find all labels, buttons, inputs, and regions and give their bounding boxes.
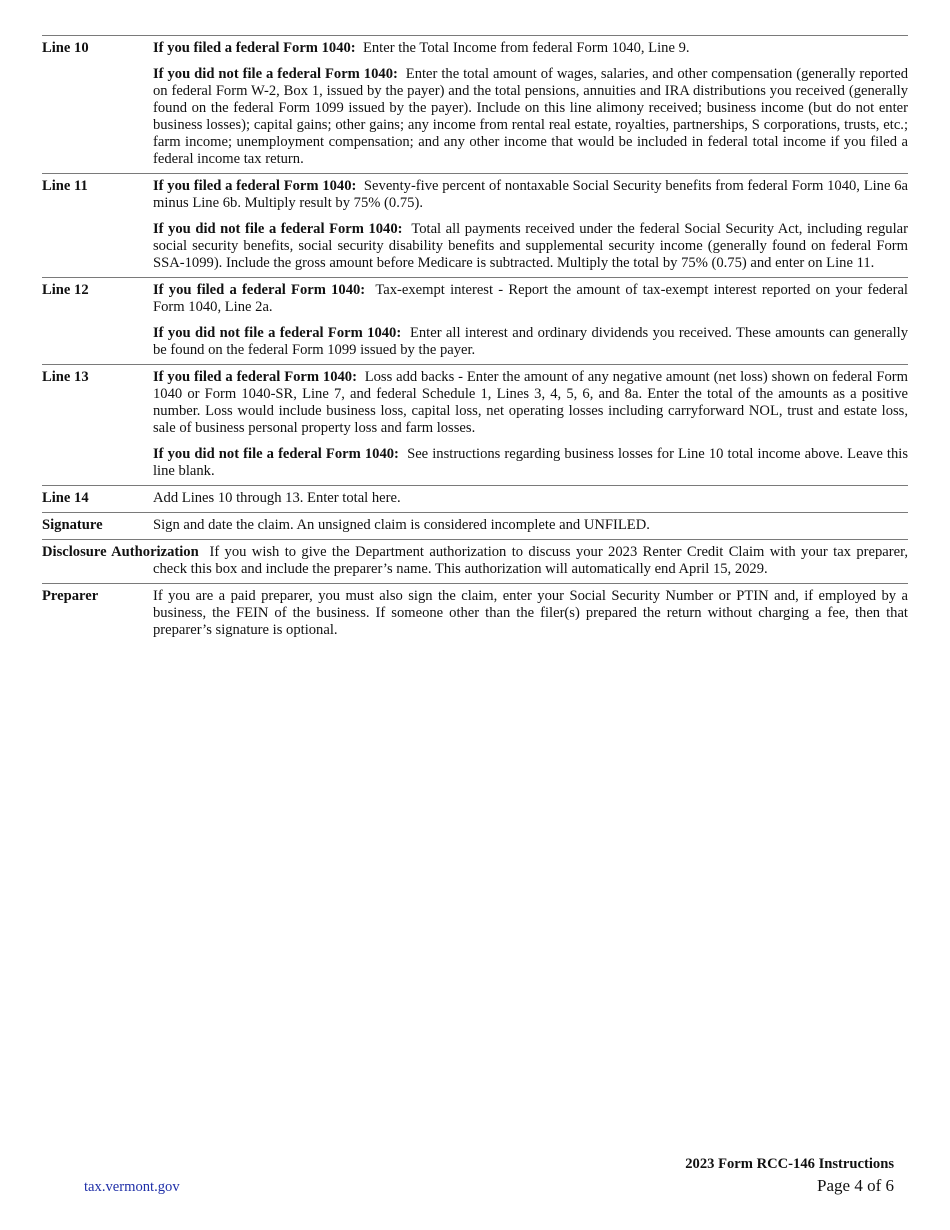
- paragraph-lead: If you did not file a federal Form 1040:: [153, 221, 403, 237]
- line-body: [153, 178, 908, 272]
- paragraph-lead: If you did not file a federal Form 1040:: [153, 66, 398, 82]
- line-label: Line 14: [42, 490, 89, 506]
- paragraph-lead: If you filed a federal Form 1040:: [153, 369, 357, 385]
- paragraph-text: Add Lines 10 through 13. Enter total here.: [153, 490, 401, 506]
- preparer-section: [42, 583, 908, 644]
- paragraph: [153, 66, 908, 168]
- line-body: [153, 490, 908, 507]
- line-body: [153, 282, 908, 359]
- paragraph-lead: If you filed a federal Form 1040:: [153, 40, 356, 56]
- line-body: [153, 517, 908, 534]
- paragraph: [153, 282, 908, 316]
- paragraph: [153, 446, 908, 480]
- paragraph-text: If you are a paid preparer, you must also sign the claim, enter your Social Security Number or PTIN and, if employed by a business, the FEIN of the business. If someone other than the filer(s) prepared the return without charging a fee, then that preparer’s signature is optional.: [153, 588, 908, 638]
- line-12-section: [42, 277, 908, 364]
- signature-section: [42, 512, 908, 539]
- line-label: Line 11: [42, 178, 88, 194]
- instructions-content: [42, 35, 908, 644]
- paragraph: [153, 221, 908, 272]
- line-label: Line 12: [42, 282, 89, 298]
- page-number: Page 4 of 6: [817, 1176, 894, 1195]
- line-11-section: [42, 173, 908, 277]
- paragraph: [153, 588, 908, 639]
- paragraph: [153, 178, 908, 212]
- line-body: [153, 369, 908, 480]
- paragraph: [153, 369, 908, 437]
- disclosure-text: If you wish to give the Department authorization to discuss your 2023 Renter Credit Claim with your tax preparer, check this box and include the preparer’s name. This authorization will automatically end April 15, 2029.: [153, 544, 909, 577]
- website-link[interactable]: tax.vermont.gov: [84, 1179, 180, 1195]
- paragraph-text: Enter the total amount of wages, salaries, and other compensation (generally reported on federal Form W-2, Box 1, issued by the payer) and the total pensions, annuities and IRA distributions you received (generally found on the federal Form 1099 issued by the payer). Include on this line alimony received; business income (but do not enter business losses); capital gains; other gains; any income from rental real estate, royalties, partnerships, S corporations, trusts, etc.; farm income; unemployment compensation; and any other income that would be included in federal total income if you filed a federal income tax return.: [153, 66, 908, 167]
- disclosure-authorization-section: [42, 539, 908, 583]
- line-10-section: [42, 35, 908, 173]
- paragraph-text: Enter all interest and ordinary dividends you received. These amounts can generally be found on the federal Form 1099 issued by the payer.: [153, 325, 908, 358]
- paragraph-text: See instructions regarding business losses for Line 10 total income above. Leave this line blank.: [153, 446, 908, 479]
- form-title: 2023 Form RCC-146 Instructions: [685, 1156, 894, 1172]
- paragraph: [153, 517, 908, 534]
- paragraph-text: Enter the Total Income from federal Form 1040, Line 9.: [362, 40, 690, 56]
- paragraph: [153, 40, 908, 57]
- paragraph-text: Tax-exempt interest - Report the amount of tax-exempt interest reported on your federal Form 1040, Line 2a.: [153, 282, 908, 315]
- line-label: Line 10: [42, 40, 89, 56]
- line-label: Preparer: [42, 588, 99, 604]
- paragraph-lead: If you did not file a federal Form 1040:: [153, 325, 402, 341]
- paragraph-lead: If you did not file a federal Form 1040:: [153, 446, 399, 462]
- paragraph-text: Seventy-five percent of nontaxable Social Security benefits from federal Form 1040, Line 6a minus Line 6b. Multiply result by 75% (0.75).: [153, 178, 908, 211]
- line-body: [153, 588, 908, 639]
- paragraph-text: Sign and date the claim. An unsigned claim is considered incomplete and UNFILED.: [153, 517, 650, 533]
- paragraph-lead: If you filed a federal Form 1040:: [153, 282, 366, 298]
- page-footer: [685, 1156, 894, 1197]
- line-13-section: [42, 364, 908, 485]
- line-body: [153, 40, 908, 168]
- paragraph: [153, 325, 908, 359]
- disclosure-label: Disclosure Authorization: [42, 544, 199, 560]
- paragraph-lead: If you filed a federal Form 1040:: [153, 178, 357, 194]
- line-label: Signature: [42, 517, 103, 533]
- line-label: Line 13: [42, 369, 89, 385]
- paragraph: [153, 490, 908, 507]
- paragraph-text: Loss add backs - Enter the amount of any negative amount (net loss) shown on federal Form 1040 or Form 1040-SR, Line 7, and federal Schedule 1, Lines 3, 4, 5, 6, and 8a. Enter the total of the amounts as a positive number. Loss would include business loss, capital loss, net operating losses including carryforward NOL, trust and estate loss, sale of business personal property loss and farm losses.: [153, 369, 908, 436]
- paragraph-text: Total all payments received under the federal Social Security Act, including regular social security benefits, social security disability benefits and supplemental security income (generally found on federal Form SSA-1099). Include the gross amount before Medicare is subtracted. Multiply the total by 75% (0.75) and enter on Line 11.: [153, 221, 908, 271]
- line-14-section: [42, 485, 908, 512]
